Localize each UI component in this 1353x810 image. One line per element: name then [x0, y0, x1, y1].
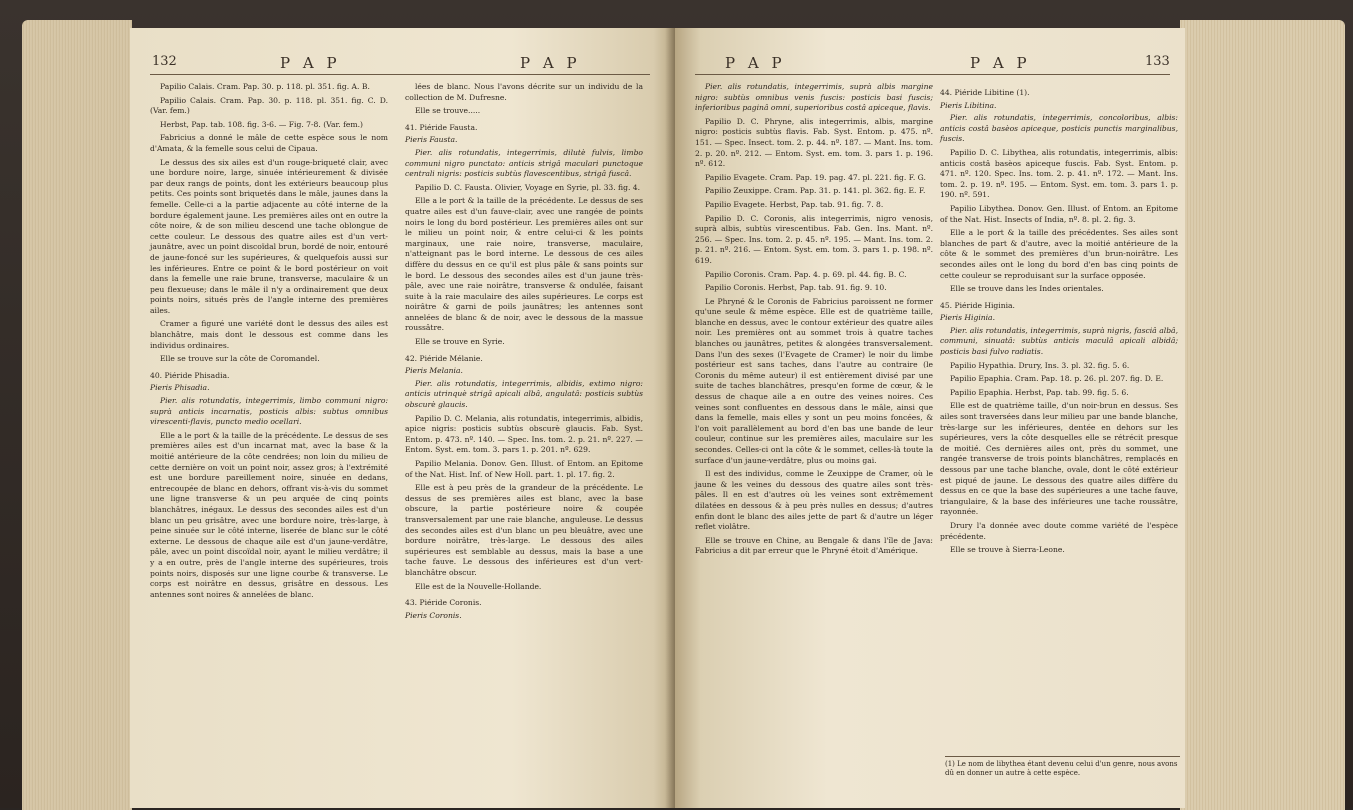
latin-diagnosis: Pier. alis rotundatis, integerrimis, concoloribus, albis: anticis costâ basèos apiceque, posticis punctis marginalibus, fuscis.: [940, 113, 1178, 144]
right-page-number: 133: [1145, 54, 1170, 69]
description-paragraph: Drury l'a donnée avec doute comme variété de l'espèce précédente.: [940, 520, 1178, 541]
left-header-rule: [150, 74, 650, 75]
left-running-head: P A P: [280, 54, 341, 72]
latin-diagnosis: Pier. alis rotundatis, integerrimis, limbo communi nigro: suprà anticis incarnatis, posticis albis: subtus omnibus virescenti-flavis, puncto medio ocellari.: [150, 396, 388, 427]
bibliographic-reference: Papilio D. C. Libythea, alis rotundatis, integerrimis, albis: anticis costâ basèos apiceque fuscis. Fab. Syst. Entom. p. 471. nº. 120. Spec. Ins. tom. 2. p. 41. nº. 172. — Mant. Ins. tom. 2. p. 19. nº. 195. — Entom. Syst. em. tom. 3. pars 1. p. 190. nº. 591.: [940, 147, 1178, 200]
description-paragraph: Elle est à peu près de la grandeur de la précédente. Le dessus de ses premières ailes est blanc, avec la base obscure, la partie postérieure noire & coupée transversalement par une raie blanche, anguleuse. Le dessus des secondes ailes est d'un blanc un peu bleuâtre, avec une bordure noirâtre, très-large. Le dessous des ailes supérieures est semblable au dessus, mais la base a une tache fauve. Le dessous des inférieures est d'un vert-blanchâtre obscur.: [405, 483, 643, 577]
left-running-head-2: P A P: [520, 54, 581, 72]
right-running-head-2: P A P: [970, 54, 1031, 72]
description-paragraph: Elle a le port & la taille des précédentes. Ses ailes sont blanches de part & d'autre, avec la moitié antérieure de la côte & le sommet des premières d'un brun-noirâtre. Les secondes ailes ont le long du bord d'en bas cinq points de cette couleur se reproduisant sur la surface opposée.: [940, 228, 1178, 280]
genus-name: Pieris Coronis.: [405, 610, 462, 620]
description-paragraph: Elle se trouve à Sierra-Leone.: [950, 545, 1065, 555]
description-paragraph: Elle se trouve en Syrie.: [415, 337, 505, 347]
bibliographic-reference: Papilio Evagete. Cram. Pap. 19. pag. 47. pl. 221. fig. F. G.: [705, 172, 926, 182]
description-paragraph: Le Phryné & le Coronis de Fabricius paroissent ne former qu'une seule & même espèce. Elle est de quatrième taille, blanche en dessus, avec le contour extérieur des quatre ailes noir. Les premières ont au sommet trois à quatre taches blanches ou jaunâtres, petites & alongées transversalement. Dans l'un des sexes (l'Evagete de Cramer) le noir du limbe postérieur est sans taches, dans l'autre au contraire (le Coronis du même auteur) il est entièrement divisé par une suite de taches blanchâtres, presqu'en forme de cœur, & le dessus de chaque aile a en outre des veines noires. Ces veines sont confluentes en dessous dans le mâle, ainsi que dans la femelle, mais elles y sont un peu moins foncées, & l'on voit parallèlement au bord d'en bas une bande de leur couleur, continue sur les premières ailes, maculaire sur les secondes. Celles-ci ont la côte & le sommet, celles-là toute la surface d'un jaune-verdâtre, plus ou moins gai.: [695, 296, 933, 465]
right-header-rule: [695, 74, 1170, 75]
latin-diagnosis: Pier. alis rotundatis, integerrimis, suprà nigris, fasciâ albâ, communi, sinuatâ: subtùs anticis maculâ apicali albidâ; posticis basi fulvo radiatis.: [940, 325, 1178, 357]
latin-diagnosis: Pier. alis rotundatis, integerrimis, suprà albis margine nigro: subtùs omnibus venis fuscis: posticis basi fuscis; inferioribus paginâ omni, superioribus costâ apiceque, flavis.: [695, 82, 933, 113]
description-paragraph: Elle se trouve en Chine, au Bengale & dans l'île de Java: Fabricius a dit par erreur que le Phryné étoit d'Amérique.: [695, 535, 933, 556]
bibliographic-reference: Herbst, Pap. tab. 108. fig. 3-6. — Fig. 7-8. (Var. fem.): [160, 119, 363, 129]
bibliographic-reference: Papilio Coronis. Herbst, Pap. tab. 91. fig. 9. 10.: [705, 283, 887, 293]
description-paragraph: Elle a le port & la taille de la précédente. Le dessus de ses premières ailes est d'un incarnat mat, avec la base & la moitié antérieure de la côte cendrées; non loin du milieu de cette dernière on voit un point noir, assez gros; à l'extrémité est une bordure pareillement noire, sinuée en dedans, entrecoupée de blanc en dehors, offrant vis-à-vis du sommet une ligne transverse & un peu arquée de cinq points blanchâtres, inégaux. Le dessus des secondes ailes est d'un blanc un peu grisâtre, avec une bordure noire, très-large, à peine sinuée sur le côté interne, liserée de blanc sur le côté externe. Le dessous de chaque aile est d'un jaune-verdâtre, pâle, avec un point discoïdal noir, ayant le milieu verdâtre; il y a en outre, près de l'angle interne des supérieures, trois points noirs, disposés sur une ligne courbe & transverse. Le corps est noirâtre en dessus, grisâtre en dessous. Les antennes sont noires & annelées de blanc.: [150, 430, 388, 599]
description-paragraph: Elle se trouve sur la côte de Coromandel.: [160, 354, 320, 364]
bibliographic-reference: Papilio Calais. Cram. Pap. 30. p. 118. pl. 351. fig. A. B.: [160, 82, 370, 91]
latin-diagnosis: Pier. alis rotundatis, integerrimis, albidis, extimo nigro: anticis utrinquè strigâ apicali albâ, angulatâ: posticis subtùs obscurè glaucis.: [405, 378, 643, 410]
right-running-head: P A P: [725, 54, 786, 72]
description-paragraph: Elle est de la Nouvelle-Hollande.: [415, 581, 542, 591]
bibliographic-reference: Papilio D. C. Phryne, alis integerrimis, albis, margine nigro: posticis subtùs flavis. Fab. Syst. Entom. p. 475. nº. 151. — Spec. Insect. tom. 2. p. 44. nº. 187. — Mant. Ins. tom. 2. p. 20. nº. 212. — Entom. Syst. em. tom. 3. pars 1. p. 196. nº. 612.: [695, 116, 933, 169]
latin-diagnosis: Pier. alis rotundatis, integerrimis, dilutè fulvis, limbo communi nigro punctato: anticis strigâ maculari punctoque centrali nigris: posticis subtùs flavescentibus, strigâ fuscâ.: [405, 147, 643, 179]
description-paragraph: Le dessus des six ailes est d'un rouge-briqueté clair, avec une bordure noire, large, sinuée intérieurement & divisée par deux rangs de points, dont les extérieurs beaucoup plus petits. Ces points sont briquetés dans le mâle, jaunes dans la femelle. Celle-ci a la partie adjacente au côté interne de la bordure également jaune. Les premières ailes ont en outre la côte noire, & de son milieu descend une tache oblongue de cette couleur. Le dessous des quatre ailes est d'un vert-jaunâtre, avec un point discoïdal brun, bordé de noir, entouré de jaune-foncé sur les supérieures, & quelquefois aussi sur les inférieures. Entre ce point & le bord postérieur on voit dans la femelle une raie brune, transverse, maculaire & un peu flexueuse; dans le mâle il n'y a ordinairement que deux points noirs, situés près de l'angle interne des premières ailes.: [150, 157, 388, 315]
bibliographic-reference: Papilio D. C. Melania, alis rotundatis, integerrimis, albidis, apice nigris: posticis subtùs obscurè glaucis. Fab. Syst. Entom. p. 473. nº. 140. — Spec. Ins. tom. 2. p. 21. nº. 227. — Entom. Syst. em. tom. 3. pars 1. p. 201. nº. 629.: [405, 413, 643, 455]
description-paragraph: Il est des individus, comme le Zeuxippe de Cramer, où le jaune & les veines du dessous des quatre ailes sont très-pâles. Il en est d'autres où les veines sont extrêmement dilatées en dessous & à peu près nulles en dessus; d'autres enfin dont le blanc des ailes jette de part & d'autre un léger reflet violâtre.: [695, 469, 933, 532]
bibliographic-reference: Papilio D. C. Fausta. Olivier, Voyage en Syrie, pl. 33. fig. 4.: [415, 182, 641, 192]
description-paragraph: lées de blanc. Nous l'avons décrite sur un individu de la collection de M. Dufresne.: [405, 82, 643, 102]
bibliographic-reference: Papilio Calais. Cram. Pap. 30. p. 118. pl. 351. fig. C. D. (Var. fem.): [150, 95, 388, 116]
right-column-1: [695, 82, 933, 560]
genus-name: Pieris Higinia.: [940, 313, 996, 323]
bibliographic-reference: Papilio Epaphia. Herbst, Pap. tab. 99. fig. 5. 6.: [950, 387, 1129, 397]
left-page: [130, 28, 675, 808]
species-heading: 45. Piéride Higinia.: [940, 300, 1015, 310]
genus-name: Pieris Fausta.: [405, 135, 458, 145]
right-page-edges: [1180, 20, 1345, 810]
description-paragraph: Elle se trouve.....: [415, 106, 481, 116]
species-heading: 40. Piéride Phisadia.: [150, 370, 230, 380]
genus-name: Pieris Libitina.: [940, 100, 997, 110]
description-paragraph: Elle a le port & la taille de la précédente. Le dessus de ses quatre ailes est d'un fauve-clair, avec une rangée de points noirs le long du bord postérieur. Les premières ailes ont sur le milieu un point noir, & entre celui-ci & les points marginaux, une raie noire, transverse, maculaire, n'atteignant pas le bord interne. Le dessous de ces ailes diffère du dessus en ce qu'il est plus pâle & sans points sur le bord. Le dessous des secondes ailes est d'un jaune très-pâle, avec une raie noirâtre, transverse & ondulée, faisant suite à la raie maculaire des ailes supérieures. Le corps est noirâtre & garni de poils jaunâtres; les antennes sont annelées de blanc & de noir, avec le dessous de la massue roussâtre.: [405, 196, 643, 333]
left-page-number: 132: [152, 54, 177, 69]
bibliographic-reference: Papilio Melania. Donov. Gen. Illust. of Entom. an Epitome of the Nat. Hist. Inf. of New Holl. part. 1. pl. 17. fig. 2.: [405, 459, 643, 479]
right-column-2: [940, 82, 1178, 559]
genus-name: Pieris Phisadia.: [150, 383, 210, 393]
description-paragraph: Elle est de quatrième taille, d'un noir-brun en dessus. Ses ailes sont traversées dans leur milieu par une bande blanche, très-large sur les inférieures, dentée en dehors sur les supérieures, vers la côte desquelles elle se rétrécit presque de moitié. Ces dernières ailes ont, près du sommet, une rangée transverse de trois points blanchâtres, remplacés en dessous par une tache blanche, ovale, dont le côté extérieur est piqué de jaune. Le dessous des quatre ailes diffère du dessus en ce que la base des supérieures a une tache fauve, triangulaire, & la base des inférieures une tache roussâtre, rayonnée.: [940, 401, 1178, 517]
species-heading: 41. Piéride Fausta.: [405, 122, 478, 132]
species-heading: 44. Piéride Libitine (1).: [940, 88, 1030, 97]
right-page: [675, 28, 1185, 808]
bibliographic-reference: Papilio Coronis. Cram. Pap. 4. p. 69. pl. 44. fig. B. C.: [705, 269, 907, 279]
bibliographic-reference: Papilio Hypathia. Drury, Ins. 3. pl. 32. fig. 5. 6.: [950, 360, 1130, 370]
footnote: (1) Le nom de libythea étant devenu celui d'un genre, nous avons dû en donner un autre à cette espèce.: [945, 756, 1180, 778]
species-heading: 42. Piéride Mélanie.: [405, 353, 483, 363]
species-heading: 43. Piéride Coronis.: [405, 598, 482, 608]
bibliographic-reference: Papilio Epaphia. Cram. Pap. 18. p. 26. pl. 207. fig. D. E.: [950, 374, 1164, 384]
description-paragraph: Fabricius a donné le mâle de cette espèce sous le nom d'Amata, & la femelle sous celui de Cipaua.: [150, 133, 388, 153]
description-paragraph: Elle se trouve dans les Indes orientales.: [950, 284, 1104, 294]
bibliographic-reference: Papilio D. C. Coronis, alis integerrimis, nigro venosis, suprà albis, subtùs virescentibus. Fab. Gen. Ins. Mant. nº. 256. — Spec. Ins. tom. 2. p. 45. nº. 195. — Mant. Ins. tom. 2. p. 21. nº. 216. — Entom. Syst. em. tom. 3. pars 1. p. 198. nº. 619.: [695, 213, 933, 265]
description-paragraph: Cramer a figuré une variété dont le dessus des ailes est blanchâtre, mais dont le dessous est comme dans les individus ordinaires.: [150, 319, 388, 350]
left-column-1: [150, 82, 388, 603]
bibliographic-reference: Papilio Evagete. Herbst, Pap. tab. 91. fig. 7. 8.: [705, 199, 884, 209]
bibliographic-reference: Papilio Libythea. Donov. Gen. Illust. of Entom. an Epitome of the Nat. Hist. Insects of India, nº. 8. pl. 2. fig. 3.: [940, 203, 1178, 224]
left-page-edges: [22, 20, 132, 810]
bibliographic-reference: Papilio Zeuxippe. Cram. Pap. 31. p. 141. pl. 362. fig. E. F.: [705, 186, 926, 196]
left-column-2: [405, 82, 643, 623]
genus-name: Pieris Melania.: [405, 366, 463, 376]
